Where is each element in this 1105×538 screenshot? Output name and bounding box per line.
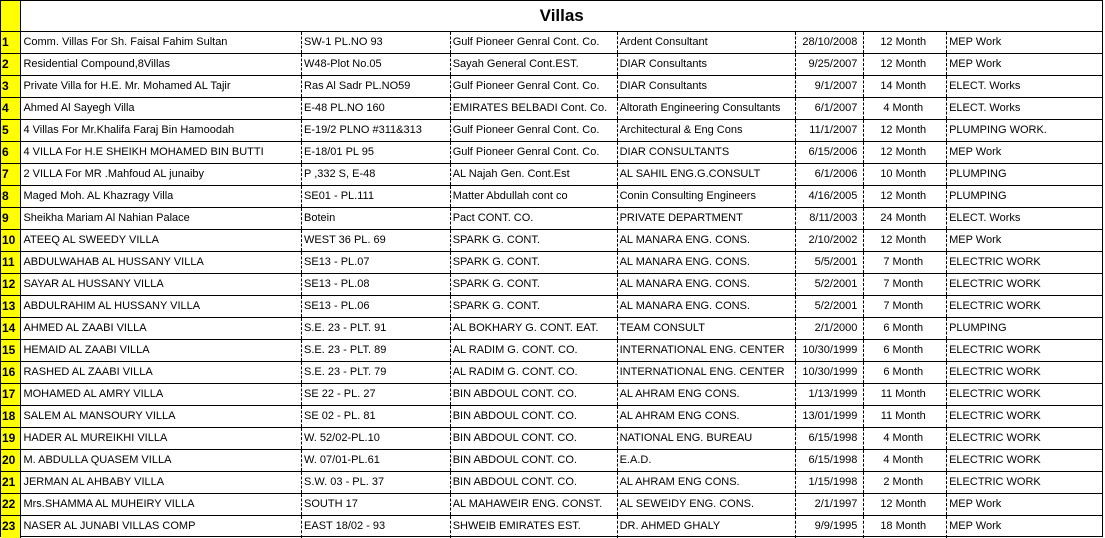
- duration-cell[interactable]: 7 Month: [864, 252, 947, 274]
- scope-cell[interactable]: ELECTRIC WORK: [947, 296, 1102, 318]
- plot-cell[interactable]: SE13 - PL.06: [302, 296, 451, 318]
- consultant-cell[interactable]: Altorath Engineering Consultants: [617, 98, 796, 120]
- date-cell[interactable]: 9/1/2007: [796, 76, 864, 98]
- contractor-cell[interactable]: SPARK G. CONT.: [450, 230, 617, 252]
- scope-cell[interactable]: MEP Work: [949, 520, 1002, 533]
- consultant-cell[interactable]: AL SEWEIDY ENG. CONS.: [617, 494, 796, 516]
- plot-cell[interactable]: S.E. 23 - PLT. 89: [302, 340, 451, 362]
- date-cell[interactable]: 9/25/2007: [796, 54, 864, 76]
- date-cell[interactable]: 28/10/2008: [796, 32, 864, 54]
- project-cell[interactable]: Ahmed Al Sayegh Villa: [21, 98, 302, 120]
- plot-cell[interactable]: Ras Al Sadr PL.NO59: [302, 76, 451, 98]
- contractor-cell[interactable]: Gulf Pioneer Genral Cont. Co.: [450, 142, 617, 164]
- plot-cell[interactable]: EAST 18/02 - 93: [302, 516, 451, 538]
- project-cell[interactable]: SAYAR AL HUSSANY VILLA: [21, 274, 302, 296]
- table-row: [1, 230, 1102, 252]
- date-cell[interactable]: 2/1/1997: [796, 494, 864, 516]
- contractor-cell[interactable]: Matter Abdullah cont co: [450, 186, 617, 208]
- table-row: [1, 428, 1102, 450]
- duration-cell[interactable]: 6 Month: [864, 362, 947, 384]
- table-row: [1, 516, 1102, 538]
- duration-cell[interactable]: 12 Month: [864, 142, 947, 164]
- date-cell[interactable]: 4/16/2005: [796, 186, 864, 208]
- scope-cell[interactable]: MEP Work: [947, 54, 1102, 76]
- contractor-cell[interactable]: Gulf Pioneer Genral Cont. Co.: [450, 120, 617, 142]
- scope-cell[interactable]: ELECTRIC WORK: [947, 384, 1102, 406]
- project-cell[interactable]: RASHED AL ZAABI VILLA: [21, 362, 302, 384]
- project-cell[interactable]: Residential Compound,8Villas: [21, 54, 302, 76]
- contractor-cell[interactable]: BIN ABDOUL CONT. CO.: [450, 406, 617, 428]
- consultant-cell[interactable]: AL AHRAM ENG CONS.: [617, 472, 796, 494]
- consultant-cell[interactable]: AL MANARA ENG. CONS.: [617, 274, 796, 296]
- row-number[interactable]: 13: [1, 296, 21, 318]
- scope-cell[interactable]: ELECTRIC WORK: [947, 274, 1102, 296]
- row-number[interactable]: 7: [1, 164, 21, 186]
- date-cell[interactable]: 11/1/2007: [796, 120, 864, 142]
- contractor-cell[interactable]: SHWEIB EMIRATES EST.: [450, 516, 617, 538]
- project-cell[interactable]: Private Villa for H.E. Mr. Mohamed AL Tajir: [21, 76, 302, 98]
- table-row: [1, 54, 1102, 76]
- consultant-cell[interactable]: AL AHRAM ENG CONS.: [617, 384, 796, 406]
- table-row: [1, 494, 1102, 516]
- row-number[interactable]: 9: [1, 208, 21, 230]
- date-cell[interactable]: 6/15/2006: [796, 142, 864, 164]
- project-cell[interactable]: 2 VILLA For MR .Mahfoud AL junaiby: [21, 164, 302, 186]
- duration-cell[interactable]: 7 Month: [864, 274, 947, 296]
- date-cell[interactable]: 10/30/1999: [796, 362, 864, 384]
- project-cell[interactable]: ABDULRAHIM AL HUSSANY VILLA: [21, 296, 302, 318]
- row-number[interactable]: 21: [1, 472, 21, 494]
- contractor-cell[interactable]: Sayah General Cont.EST.: [450, 54, 617, 76]
- consultant-cell[interactable]: AL AHRAM ENG CONS.: [617, 406, 796, 428]
- date-cell[interactable]: 8/11/2003: [796, 208, 864, 230]
- project-cell[interactable]: Comm. Villas For Sh. Faisal Fahim Sultan: [21, 32, 302, 54]
- duration-cell[interactable]: 4 Month: [864, 98, 947, 120]
- plot-cell[interactable]: SE13 - PL.07: [302, 252, 451, 274]
- plot-cell[interactable]: E-19/2 PLNO #311&313: [302, 120, 451, 142]
- contractor-cell[interactable]: AL RADIM G. CONT. CO.: [450, 362, 617, 384]
- date-cell[interactable]: 1/15/1998: [796, 472, 864, 494]
- row-number[interactable]: 18: [1, 406, 21, 428]
- contractor-cell[interactable]: BIN ABDOUL CONT. CO.: [450, 472, 617, 494]
- plot-cell[interactable]: S.E. 23 - PLT. 79: [302, 362, 451, 384]
- project-cell[interactable]: HEMAID AL ZAABI VILLA: [21, 340, 302, 362]
- date-cell[interactable]: 6/15/1998: [796, 450, 864, 472]
- consultant-cell[interactable]: AL MANARA ENG. CONS.: [617, 230, 796, 252]
- contractor-cell[interactable]: Gulf Pioneer Genral Cont. Co.: [450, 76, 617, 98]
- scope-cell[interactable]: MEP Work: [947, 32, 1102, 54]
- scope-cell[interactable]: PLUMPING WORK.: [947, 120, 1102, 142]
- contractor-cell[interactable]: AL BOKHARY G. CONT. EAT.: [450, 318, 617, 340]
- duration-cell[interactable]: 18 Month: [864, 516, 947, 538]
- project-cell[interactable]: MOHAMED AL AMRY VILLA: [21, 384, 302, 406]
- consultant-cell[interactable]: DR. AHMED GHALY: [617, 516, 796, 538]
- scope-cell[interactable]: ELECT. Works: [947, 208, 1102, 230]
- duration-cell[interactable]: 12 Month: [864, 186, 947, 208]
- row-number[interactable]: 1: [1, 32, 21, 54]
- project-cell[interactable]: ABDULWAHAB AL HUSSANY VILLA: [21, 252, 302, 274]
- duration-cell[interactable]: 4 Month: [864, 450, 947, 472]
- duration-cell[interactable]: 24 Month: [864, 208, 947, 230]
- table-row: [1, 32, 1102, 54]
- row-number[interactable]: 10: [1, 230, 21, 252]
- project-cell[interactable]: SALEM AL MANSOURY VILLA: [21, 406, 302, 428]
- date-cell[interactable]: 5/5/2001: [796, 252, 864, 274]
- row-number[interactable]: 15: [1, 340, 21, 362]
- row-number[interactable]: 3: [1, 76, 21, 98]
- plot-cell[interactable]: Botein: [302, 208, 451, 230]
- project-cell[interactable]: Mrs.SHAMMA AL MUHEIRY VILLA: [21, 494, 302, 516]
- scope-cell[interactable]: MEP Work: [947, 230, 1102, 252]
- scope-cell[interactable]: ELECTRIC WORK: [947, 450, 1102, 472]
- duration-cell[interactable]: 7 Month: [864, 296, 947, 318]
- scope-cell[interactable]: PLUMPING: [947, 186, 1102, 208]
- plot-cell[interactable]: WEST 36 PL. 69: [302, 230, 451, 252]
- consultant-cell[interactable]: INTERNATIONAL ENG. CENTER: [617, 340, 796, 362]
- contractor-cell[interactable]: AL MAHAWEIR ENG. CONST.: [450, 494, 617, 516]
- date-cell[interactable]: 6/15/1998: [796, 428, 864, 450]
- consultant-cell[interactable]: TEAM CONSULT: [617, 318, 796, 340]
- consultant-cell[interactable]: AL MANARA ENG. CONS.: [617, 296, 796, 318]
- duration-cell[interactable]: 14 Month: [864, 76, 947, 98]
- plot-cell[interactable]: SE 22 - PL. 27: [302, 384, 451, 406]
- table-row: [1, 406, 1102, 428]
- consultant-cell[interactable]: PRIVATE DEPARTMENT: [617, 208, 796, 230]
- duration-cell[interactable]: 12 Month: [864, 54, 947, 76]
- scope-cell[interactable]: ELECT. Works: [947, 76, 1102, 98]
- table-row: [1, 472, 1102, 494]
- project-cell[interactable]: HADER AL MUREIKHI VILLA: [21, 428, 302, 450]
- project-cell[interactable]: JERMAN AL AHBABY VILLA: [21, 472, 302, 494]
- contractor-cell[interactable]: BIN ABDOUL CONT. CO.: [450, 428, 617, 450]
- contractor-cell[interactable]: Pact CONT. CO.: [450, 208, 617, 230]
- table-row: [1, 186, 1102, 208]
- plot-cell[interactable]: SW-1 PL.NO 93: [302, 32, 451, 54]
- project-cell[interactable]: ATEEQ AL SWEEDY VILLA: [21, 230, 302, 252]
- scope-cell[interactable]: ELECTRIC WORK: [947, 362, 1102, 384]
- row-number[interactable]: 14: [1, 318, 21, 340]
- plot-cell[interactable]: E-18/01 PL 95: [302, 142, 451, 164]
- date-cell[interactable]: 6/1/2007: [796, 98, 864, 120]
- consultant-cell[interactable]: INTERNATIONAL ENG. CENTER: [617, 362, 796, 384]
- table-row: [1, 142, 1102, 164]
- consultant-cell[interactable]: Conin Consulting Engineers: [617, 186, 796, 208]
- consultant-cell[interactable]: AL SAHIL ENG.G.CONSULT: [617, 164, 796, 186]
- contractor-cell[interactable]: SPARK G. CONT.: [450, 274, 617, 296]
- row-header-corner[interactable]: [1, 1, 21, 32]
- contractor-cell[interactable]: SPARK G. CONT.: [450, 252, 617, 274]
- consultant-cell[interactable]: NATIONAL ENG. BUREAU: [617, 428, 796, 450]
- duration-cell[interactable]: 10 Month: [864, 164, 947, 186]
- row-number[interactable]: 23: [1, 516, 21, 538]
- plot-cell[interactable]: SE01 - PL.111: [302, 186, 451, 208]
- duration-cell[interactable]: 2 Month: [864, 472, 947, 494]
- date-cell[interactable]: 9/9/1995: [796, 516, 864, 538]
- project-cell[interactable]: 4 VILLA For H.E SHEIKH MOHAMED BIN BUTTI: [21, 142, 302, 164]
- plot-cell[interactable]: S.W. 03 - PL. 37: [302, 472, 451, 494]
- contractor-cell[interactable]: Gulf Pioneer Genral Cont. Co.: [450, 32, 617, 54]
- contractor-cell[interactable]: SPARK G. CONT.: [450, 296, 617, 318]
- row-number[interactable]: 4: [1, 98, 21, 120]
- scope-cell[interactable]: ELECTRIC WORK: [947, 340, 1102, 362]
- plot-cell[interactable]: S.E. 23 - PLT. 91: [302, 318, 451, 340]
- row-number[interactable]: 5: [1, 120, 21, 142]
- table-row: [1, 362, 1102, 384]
- duration-cell[interactable]: 12 Month: [864, 120, 947, 142]
- row-number[interactable]: 22: [1, 494, 21, 516]
- table-row: [1, 208, 1102, 230]
- table-row: [1, 98, 1102, 120]
- row-number[interactable]: 16: [1, 362, 21, 384]
- contractor-cell[interactable]: BIN ABDOUL CONT. CO.: [450, 450, 617, 472]
- date-cell[interactable]: 13/01/1999: [796, 406, 864, 428]
- duration-cell[interactable]: 11 Month: [864, 384, 947, 406]
- row-number[interactable]: 19: [1, 428, 21, 450]
- row-number[interactable]: 8: [1, 186, 21, 208]
- row-number[interactable]: 6: [1, 142, 21, 164]
- scope-cell[interactable]: ELECT. Works: [947, 98, 1102, 120]
- project-cell[interactable]: AHMED AL ZAABI VILLA: [21, 318, 302, 340]
- consultant-cell[interactable]: DIAR CONSULTANTS: [617, 142, 796, 164]
- duration-cell[interactable]: 4 Month: [864, 428, 947, 450]
- scope-cell[interactable]: ELECTRIC WORK: [947, 428, 1102, 450]
- table-row: [1, 164, 1102, 186]
- plot-cell[interactable]: E-48 PL.NO 160: [302, 98, 451, 120]
- table-row: [1, 384, 1102, 406]
- table-row: [1, 318, 1102, 340]
- row-number[interactable]: 20: [1, 450, 21, 472]
- date-cell[interactable]: 2/10/2002: [796, 230, 864, 252]
- duration-cell[interactable]: 12 Month: [864, 32, 947, 54]
- plot-cell[interactable]: SOUTH 17: [302, 494, 451, 516]
- duration-cell[interactable]: 6 Month: [864, 318, 947, 340]
- scope-cell[interactable]: PLUMPING: [947, 164, 1102, 186]
- consultant-cell[interactable]: DIAR Consultants: [617, 54, 796, 76]
- duration-cell[interactable]: 12 Month: [864, 230, 947, 252]
- date-cell[interactable]: 5/2/2001: [796, 296, 864, 318]
- row-number[interactable]: 11: [1, 252, 21, 274]
- plot-cell[interactable]: P ,332 S, E-48: [302, 164, 451, 186]
- date-cell[interactable]: 6/1/2006: [796, 164, 864, 186]
- table-row: [1, 450, 1102, 472]
- table-row: [1, 296, 1102, 318]
- project-cell[interactable]: 4 Villas For Mr.Khalifa Faraj Bin Hamoodah: [21, 120, 302, 142]
- contractor-cell[interactable]: AL Najah Gen. Cont.Est: [450, 164, 617, 186]
- table-row: [1, 340, 1102, 362]
- title-row: [1, 1, 1102, 32]
- scope-cell[interactable]: MEP Work: [947, 494, 1102, 516]
- villas-table: [1, 1, 1102, 538]
- scope-cell[interactable]: ELECTRIC WORK: [947, 252, 1102, 274]
- scope-cell[interactable]: MEP Work: [947, 142, 1102, 164]
- scope-cell[interactable]: PLUMPING: [947, 318, 1102, 340]
- consultant-cell[interactable]: AL MANARA ENG. CONS.: [617, 252, 796, 274]
- project-cell[interactable]: Maged Moh. AL Khazragy Villa: [21, 186, 302, 208]
- plot-cell[interactable]: W. 07/01-PL.61: [302, 450, 451, 472]
- table-title[interactable]: Villas: [21, 1, 1102, 32]
- plot-cell[interactable]: SE13 - PL.08: [302, 274, 451, 296]
- date-cell[interactable]: 1/13/1999: [796, 384, 864, 406]
- project-cell[interactable]: Sheikha Mariam Al Nahian Palace: [21, 208, 302, 230]
- date-cell[interactable]: 2/1/2000: [796, 318, 864, 340]
- row-number[interactable]: 2: [1, 54, 21, 76]
- consultant-cell[interactable]: DIAR Consultants: [617, 76, 796, 98]
- plot-cell[interactable]: W. 52/02-PL.10: [302, 428, 451, 450]
- table-row: [1, 252, 1102, 274]
- table-row: [1, 76, 1102, 98]
- contractor-cell[interactable]: AL RADIM G. CONT. CO.: [450, 340, 617, 362]
- contractor-cell[interactable]: EMIRATES BELBADI Cont. Co.: [450, 98, 617, 120]
- date-cell[interactable]: 10/30/1999: [796, 340, 864, 362]
- duration-cell[interactable]: 12 Month: [864, 494, 947, 516]
- consultant-cell[interactable]: E.A.D.: [617, 450, 796, 472]
- project-cell[interactable]: NASER AL JUNABI VILLAS COMP: [21, 516, 302, 538]
- contractor-cell[interactable]: BIN ABDOUL CONT. CO.: [450, 384, 617, 406]
- scope-cell[interactable]: ELECTRIC WORK: [947, 472, 1102, 494]
- project-cell[interactable]: M. ABDULLA QUASEM VILLA: [21, 450, 302, 472]
- table-row: [1, 120, 1102, 142]
- row-number[interactable]: 17: [1, 384, 21, 406]
- duration-cell[interactable]: 11 Month: [864, 406, 947, 428]
- date-cell[interactable]: 5/2/2001: [796, 274, 864, 296]
- table-row: [1, 274, 1102, 296]
- consultant-cell[interactable]: Ardent Consultant: [617, 32, 796, 54]
- plot-cell[interactable]: SE 02 - PL. 81: [302, 406, 451, 428]
- row-number[interactable]: 12: [1, 274, 21, 296]
- scope-cell[interactable]: ELECTRIC WORK: [947, 406, 1102, 428]
- plot-cell[interactable]: W48-Plot No.05: [302, 54, 451, 76]
- duration-cell[interactable]: 6 Month: [864, 340, 947, 362]
- consultant-cell[interactable]: Architectural & Eng Cons: [617, 120, 796, 142]
